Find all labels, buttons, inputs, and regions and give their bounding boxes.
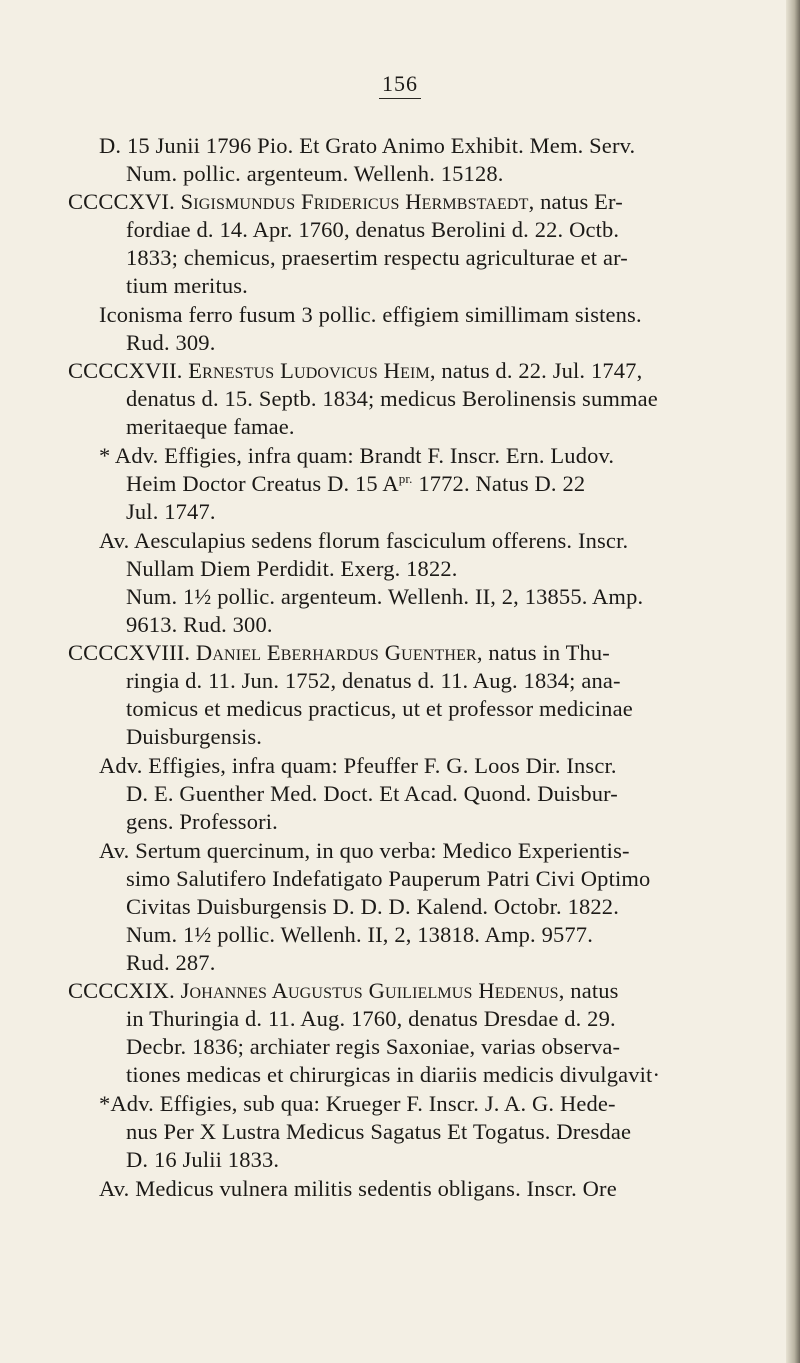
text-fragment: natus d. 22. Jul. 1747, bbox=[441, 358, 643, 383]
entry-number: CCCCXVI. bbox=[68, 189, 175, 214]
text-line: Rud. 309. bbox=[126, 330, 216, 355]
text-line: 9613. Rud. 300. bbox=[126, 612, 273, 637]
text-line: Rud. 287. bbox=[126, 950, 216, 975]
text-fragment: natus Er- bbox=[540, 189, 623, 214]
text-fragment: natus bbox=[570, 978, 619, 1003]
text-line: Num. pollic. argenteum. Wellenh. 15128. bbox=[126, 161, 504, 186]
entry-heading bbox=[68, 639, 610, 667]
text-line: * Adv. Effigies, infra quam: Brandt F. Inscr. Ern. Ludov. bbox=[99, 443, 615, 468]
text-line: Jul. 1747. bbox=[126, 499, 216, 524]
text-line bbox=[126, 470, 585, 498]
person-name: Ernestus Ludovicus Heim, bbox=[188, 358, 436, 383]
text-line: nus Per X Lustra Medicus Sagatus Et Togatus. Dresdae bbox=[126, 1119, 632, 1144]
text-fragment: Heim Doctor Creatus D. 15 A bbox=[126, 471, 399, 496]
text-line: Iconisma ferro fusum 3 pollic. effigiem simillimam sistens. bbox=[99, 302, 642, 327]
text-line: tomicus et medicus practicus, ut et professor medicinae bbox=[126, 696, 633, 721]
text-line: tium meritus. bbox=[126, 273, 248, 298]
text-line: D. 15 Junii 1796 Pio. Et Grato Animo Exhibit. Mem. Serv. bbox=[99, 133, 636, 158]
entry-number: CCCCXVII. bbox=[68, 358, 183, 383]
text-line: simo Salutifero Indefatigato Pauperum Patri Civi Optimo bbox=[126, 866, 651, 891]
text-line: gens. Professori. bbox=[126, 809, 278, 834]
text-line: Adv. Effigies, infra quam: Pfeuffer F. G. Loos Dir. Inscr. bbox=[99, 753, 617, 778]
text-line: Av. Aesculapius sedens florum fasciculum offerens. Inscr. bbox=[99, 528, 629, 553]
entry-heading bbox=[68, 188, 623, 216]
text-line: D. 16 Julii 1833. bbox=[126, 1147, 280, 1172]
text-line: meritaeque famae. bbox=[126, 414, 295, 439]
text-fragment: natus in Thu- bbox=[488, 640, 610, 665]
text-line: Num. 1½ pollic. argenteum. Wellenh. II, 2, 13855. Amp. bbox=[126, 584, 644, 609]
entry-number: CCCCXVIII. bbox=[68, 640, 191, 665]
text-line: D. E. Guenther Med. Doct. Et Acad. Quond. Duisbur- bbox=[126, 781, 618, 806]
text-line: Duisburgensis. bbox=[126, 724, 263, 749]
entry-heading bbox=[68, 977, 619, 1005]
person-name: Sigismundus Fridericus Hermbstaedt, bbox=[180, 189, 535, 214]
entry-heading bbox=[68, 357, 642, 385]
text-line: in Thuringia d. 11. Aug. 1760, denatus Dresdae d. 29. bbox=[126, 1006, 616, 1031]
text-line: Num. 1½ pollic. Wellenh. II, 2, 13818. Amp. 9577. bbox=[126, 922, 593, 947]
text-line: Decbr. 1836; archiater regis Saxoniae, varias observa- bbox=[126, 1034, 621, 1059]
text-line: ringia d. 11. Jun. 1752, denatus d. 11. Aug. 1834; ana- bbox=[126, 668, 621, 693]
page-number: 156 bbox=[0, 71, 800, 99]
superscript: pr. bbox=[398, 471, 413, 486]
text-line: denatus d. 15. Septb. 1834; medicus Berolinensis summae bbox=[126, 386, 658, 411]
text-fragment: 1772. Natus D. 22 bbox=[412, 471, 586, 496]
text-line: Av. Medicus vulnera militis sedentis obligans. Inscr. Ore bbox=[99, 1176, 617, 1201]
person-name: Daniel Eberhardus Guenther, bbox=[195, 640, 483, 665]
text-line: Nullam Diem Perdidit. Exerg. 1822. bbox=[126, 556, 458, 581]
text-line: fordiae d. 14. Apr. 1760, denatus Berolini d. 22. Octb. bbox=[126, 217, 620, 242]
entry-number: CCCCXIX. bbox=[68, 978, 175, 1003]
text-line: Civitas Duisburgensis D. D. D. Kalend. Octobr. 1822. bbox=[126, 894, 619, 919]
person-name: Johannes Augustus Guilielmus Hedenus, bbox=[180, 978, 565, 1003]
text-line: Av. Sertum quercinum, in quo verba: Medico Experientis- bbox=[99, 838, 630, 863]
text-line: 1833; chemicus, praesertim respectu agriculturae et ar- bbox=[126, 245, 628, 270]
text-line: *Adv. Effigies, sub qua: Krueger F. Inscr. J. A. G. Hede- bbox=[99, 1091, 616, 1116]
text-line: tiones medicas et chirurgicas in diariis medicis divulgavit· bbox=[126, 1062, 661, 1087]
